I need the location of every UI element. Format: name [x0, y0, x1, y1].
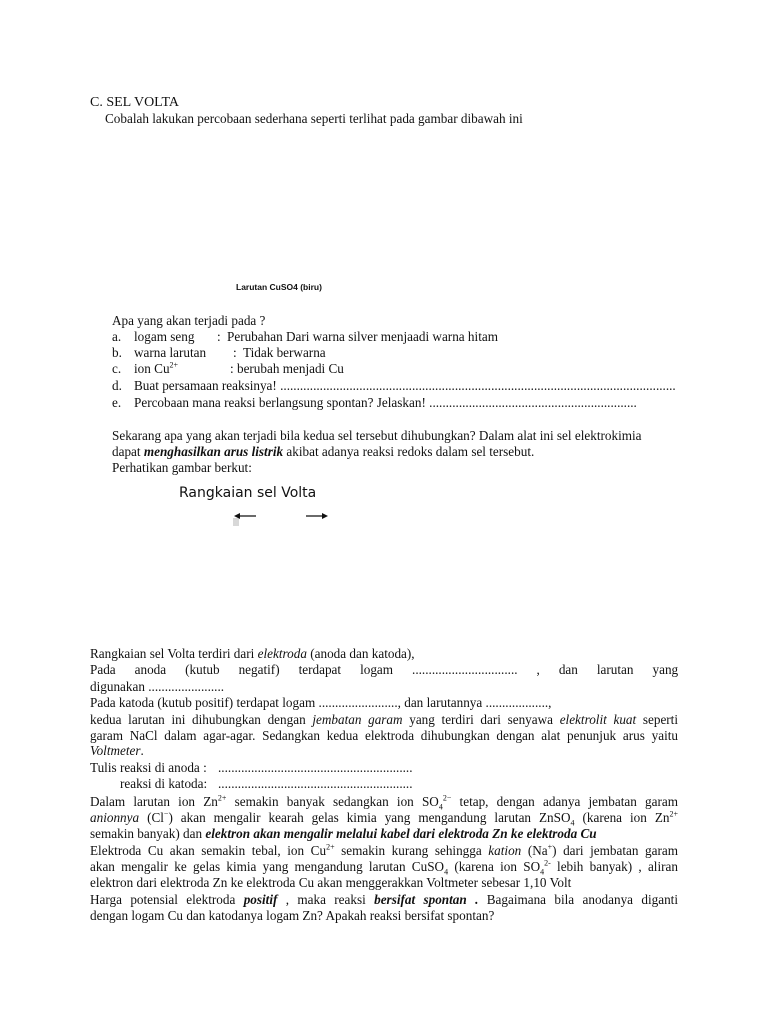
- body-r2: [90, 859, 678, 875]
- body-p2b: digunakan .......................: [90, 679, 225, 694]
- figure1-caption: Larutan CuSO4 (biru): [236, 282, 322, 292]
- body-s2: dengan logam Cu dan katodanya logam Zn? Apakah reaksi bersifat spontan?: [90, 908, 495, 923]
- word: logam: [360, 662, 394, 677]
- body-p3: Pada katoda (kutub positif) terdapat logam ........................, dan larutannya ...................,: [90, 695, 552, 710]
- question-text: Percobaan mana reaksi berlangsung spontan? Jelaskan! ...............................................................: [134, 395, 637, 410]
- section-heading: C. SEL VOLTA: [90, 95, 179, 110]
- question-text: Buat persamaan reaksinya! ........................................................................................................................: [134, 378, 676, 393]
- reaction-label: Tulis reaksi di anoda :: [90, 760, 207, 775]
- text-run: akibat adanya reaksi redoks dalam sel tersebut.: [283, 444, 535, 459]
- word: terdapat: [298, 662, 342, 677]
- anode-reaction: [90, 760, 413, 776]
- electron-flow-arrows: [230, 508, 340, 528]
- charge-superscript: 2+: [169, 360, 179, 370]
- question-label: ion Cu: [134, 361, 170, 376]
- text-run: dapat: [112, 444, 144, 459]
- question-marker: b.: [112, 345, 122, 360]
- question-b: [112, 345, 326, 361]
- text-run: semakin banyak sedangkan ion SO: [226, 794, 439, 809]
- question-c: [112, 361, 344, 377]
- text-run: (Cl: [139, 810, 164, 825]
- word: dan: [558, 662, 578, 677]
- word: yang: [652, 662, 679, 677]
- charge-superscript: 2−: [442, 793, 452, 803]
- intro-text: Cobalah lakukan percobaan sederhana seperti terlihat pada gambar dibawah ini: [105, 111, 523, 126]
- connect-line3: Perhatikan gambar berkut:: [112, 460, 252, 475]
- body-q1: [90, 794, 678, 810]
- reaction-label: reaksi di katoda:: [120, 776, 208, 791]
- arrow-right-head-icon: [322, 513, 328, 519]
- connect-line2: [112, 444, 534, 460]
- cathode-reaction: [120, 776, 413, 792]
- text-run: Elektroda Cu akan semakin tebal, ion Cu: [90, 843, 327, 858]
- body-p5: garam NaCl dalam agar-agar. Sedangkan kedua elektroda dihubungkan dengan alat penunjuk arus yaitu: [90, 728, 678, 743]
- emphasis-text: positif: [243, 892, 278, 907]
- body-q2: [90, 810, 678, 826]
- text-run: (karena ion SO: [448, 859, 541, 874]
- text-run: Rangkaian sel Volta terdiri dari: [90, 646, 258, 661]
- question-d: [112, 378, 676, 394]
- body-p2: [90, 662, 678, 678]
- text-run: Dalam larutan ion Zn: [90, 794, 218, 809]
- text-run: Harga potensial elektroda: [90, 892, 244, 907]
- italic-term: kation: [488, 843, 522, 858]
- word: ,: [536, 662, 540, 677]
- text-run: (karena ion Zn: [574, 810, 670, 825]
- charge-superscript: 2+: [217, 793, 227, 803]
- text-run: lebih banyak) , aliran: [550, 859, 678, 874]
- subscript: 4: [444, 867, 449, 877]
- italic-term: jembatan garam: [312, 712, 403, 727]
- question-sep: :: [217, 329, 221, 344]
- text-run: ) dari jembatan garam: [552, 843, 678, 858]
- charge-superscript: 2-: [544, 858, 551, 868]
- question-answer: berubah menjadi Cu: [236, 361, 344, 376]
- subscript: 4: [540, 867, 545, 877]
- text-run: yang terdiri dari senyawa: [402, 712, 560, 727]
- question-marker: d.: [112, 378, 122, 393]
- word: larutan: [596, 662, 634, 677]
- question-answer: Tidak berwarna: [243, 345, 326, 360]
- word: (kutub: [185, 662, 220, 677]
- fill-blank: ...........................................................: [218, 760, 413, 775]
- question-label: warna larutan: [134, 345, 207, 360]
- emphasis-text: bersifat spontan .: [374, 892, 479, 907]
- question-marker: e.: [112, 395, 122, 410]
- question-label: logam seng: [134, 329, 195, 344]
- question-a: [112, 329, 498, 345]
- figure2-title: Rangkaian sel Volta: [179, 485, 317, 501]
- body-s1: [90, 892, 678, 908]
- question-e: [112, 395, 637, 411]
- text-run: ) akan mengalir kearah gelas kimia yang mengandung larutan ZnSO: [168, 810, 571, 825]
- emphasis-text: elektron akan mengalir melalui kabel dari elektroda Zn ke elektroda Cu: [205, 826, 597, 841]
- body-p4: [90, 712, 678, 728]
- questions-title: Apa yang akan terjadi pada ?: [112, 313, 266, 328]
- italic-term: elektroda: [257, 646, 307, 661]
- body-q3: [90, 826, 597, 842]
- text-run: (anoda dan katoda),: [306, 646, 415, 661]
- text-run: Bagaimana bila anodanya diganti: [478, 892, 678, 907]
- text-run: akan mengalir ke gelas kimia yang mengandung larutan CuSO: [90, 859, 445, 874]
- text-run: seperti: [636, 712, 679, 727]
- italic-term: Voltmeter: [90, 743, 141, 758]
- question-answer: Perubahan Dari warna silver menjaadi warna hitam: [227, 329, 498, 344]
- text-run: tetap, dengan adanya jembatan garam: [451, 794, 678, 809]
- question-marker: c.: [112, 361, 122, 376]
- text-run: semakin kurang sehingga: [334, 843, 489, 858]
- question-sep: :: [233, 345, 237, 360]
- text-run: , maka reaksi: [277, 892, 375, 907]
- figure-fragment: [233, 518, 239, 526]
- charge-superscript: 2+: [326, 842, 335, 852]
- fill-blank: ................................: [412, 662, 518, 677]
- subscript: 4: [570, 818, 575, 828]
- body-r1: [90, 843, 678, 859]
- text-run: kedua larutan ini dihubungkan dengan: [90, 712, 313, 727]
- subscript: 4: [438, 802, 443, 812]
- emphasis-text: menghasilkan arus listrik: [143, 444, 284, 459]
- text-run: semakin banyak) dan: [90, 826, 206, 841]
- question-sep: :: [230, 361, 234, 376]
- charge-superscript: +: [547, 842, 553, 852]
- question-marker: a.: [112, 329, 122, 344]
- word: negatif): [238, 662, 280, 677]
- text-run: .: [140, 743, 144, 758]
- charge-superscript: 2+: [669, 809, 678, 819]
- body-p5-end: [90, 743, 144, 759]
- body-p1: [90, 646, 415, 662]
- italic-term: anionnya: [90, 810, 140, 825]
- word: Pada: [90, 662, 116, 677]
- italic-term: elektrolit kuat: [559, 712, 637, 727]
- fill-blank: ...........................................................: [218, 776, 413, 791]
- word: anoda: [134, 662, 167, 677]
- text-run: (Na: [521, 843, 548, 858]
- connect-line1: Sekarang apa yang akan terjadi bila kedua sel tersebut dihubungkan? Dalam alat ini sel elektrokimia: [112, 428, 642, 443]
- body-r3: elektron dari elektroda Zn ke elektroda Cu akan menggerakkan Voltmeter sebesar 1,10 Volt: [90, 875, 572, 890]
- charge-superscript: −: [163, 809, 169, 819]
